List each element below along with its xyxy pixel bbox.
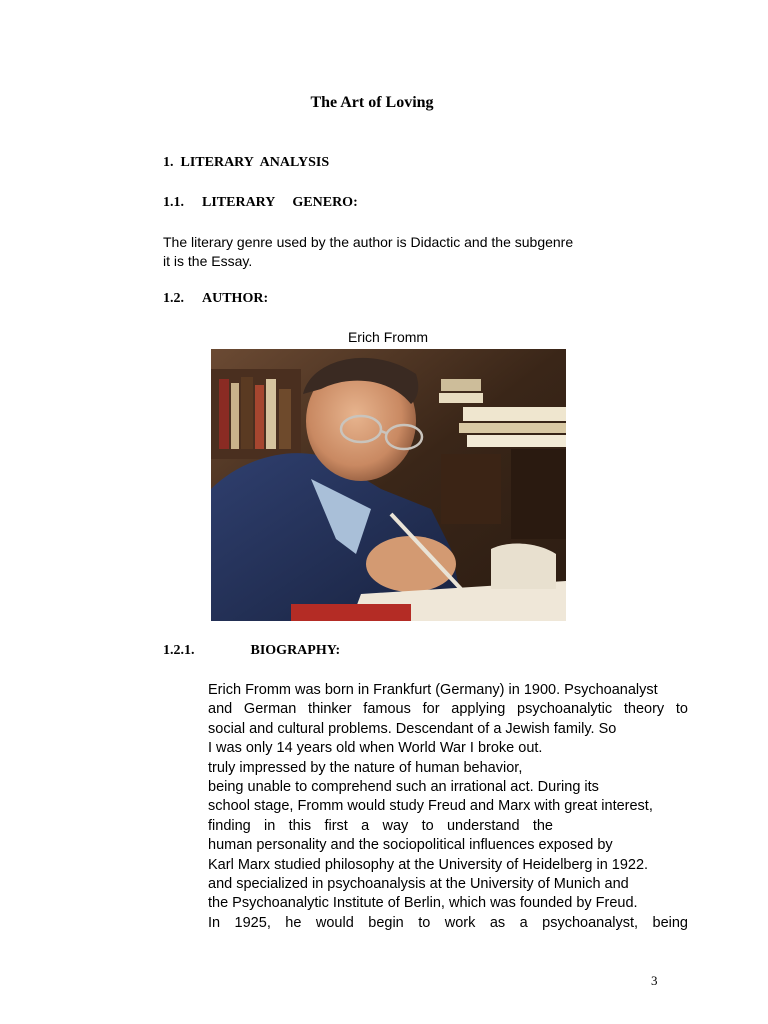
section-label: LITERARY ANALYSIS (180, 155, 330, 170)
section-number: 1.2.1. (163, 643, 195, 658)
section-label: BIOGRAPHY: (250, 643, 341, 658)
paragraph-line: The literary genre used by the author is Didactic and the subgenre (163, 234, 574, 250)
biography-line: and German thinker famous for applying psychoanalytic theory to (208, 701, 688, 718)
biography-line: truly impressed by the nature of human behavior, (208, 759, 523, 776)
biography-paragraph (208, 681, 688, 933)
page-number: 3 (651, 973, 658, 988)
biography-line: being unable to comprehend such an irrational act. During its (208, 779, 599, 796)
biography-line: and specialized in psychoanalysis at the University of Munich and (208, 876, 629, 893)
section-number: 1. (163, 155, 174, 170)
section-number: 1.1. (163, 195, 184, 210)
biography-line: Karl Marx studied philosophy at the University of Heidelberg in 1922. (208, 856, 649, 873)
biography-line: school stage, Fromm would study Freud and Marx with great interest, (208, 798, 653, 815)
section-label: AUTHOR: (202, 291, 269, 306)
genre-paragraph (163, 233, 573, 271)
biography-line: In 1925, he would begin to work as a psychoanalyst, being (208, 914, 688, 931)
paragraph-line: it is the Essay. (163, 253, 253, 269)
biography-line: social and cultural problems. Descendant of a Jewish family. So (208, 720, 617, 737)
biography-line: the Psychoanalytic Institute of Berlin, which was founded by Freud. (208, 895, 638, 912)
section-heading-biography (163, 643, 340, 659)
biography-line: finding in this first a way to understand the (208, 817, 553, 834)
author-photo (211, 349, 566, 621)
photo-caption: Erich Fromm (347, 329, 429, 345)
document-title: The Art of Loving (310, 94, 434, 111)
section-label: LITERARY GENERO: (202, 195, 358, 210)
author-photo-image (211, 349, 566, 621)
biography-line: I was only 14 years old when World War I broke out. (208, 740, 543, 757)
section-heading-literary-analysis (163, 155, 329, 171)
biography-line: human personality and the sociopolitical influences exposed by (208, 837, 613, 854)
section-heading-literary-genre (163, 195, 358, 211)
biography-line: Erich Fromm was born in Frankfurt (Germany) in 1900. Psychoanalyst (208, 682, 658, 698)
section-heading-author (163, 291, 268, 307)
section-number: 1.2. (163, 291, 184, 306)
